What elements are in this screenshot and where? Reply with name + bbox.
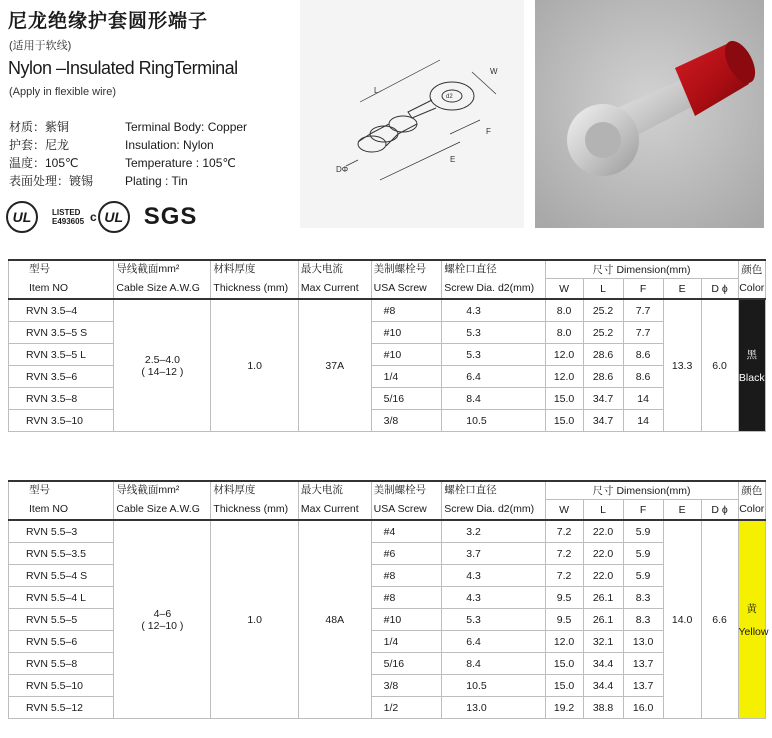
col-item-en: Item NO — [9, 279, 114, 300]
cable-mm2: 4–6 — [153, 607, 172, 620]
cell-f: 14 — [623, 410, 663, 432]
cell-screw: #10 — [371, 322, 442, 344]
col-color-cn: 颜色 — [738, 260, 766, 279]
cell-dia: 6.4 — [442, 631, 545, 653]
color-en: Black — [738, 372, 765, 384]
cell-item: RVN 5.5–12 — [9, 697, 114, 719]
cell-dia: 4.3 — [442, 565, 545, 587]
cell-screw: 1/2 — [371, 697, 442, 719]
cell-l: 32.1 — [583, 631, 623, 653]
cell-d: 6.0 — [701, 299, 738, 432]
cable-awg: ( 14–12 ) — [141, 365, 184, 378]
cell-w: 8.0 — [545, 322, 583, 344]
cell-l: 34.4 — [583, 675, 623, 697]
spec-temperature — [9, 154, 325, 172]
cell-cable-size — [114, 299, 211, 432]
col-dimension: 尺寸 Dimension(mm) — [545, 260, 738, 279]
spec-label-en: Temperature : 105℃ — [125, 156, 236, 170]
ring-terminal-drawing-icon — [300, 0, 524, 228]
ul-logo-icon: UL — [6, 201, 38, 233]
spec-label-en: Insulation: Nylon — [125, 138, 214, 152]
spec-table-rvn55 — [8, 480, 769, 719]
file-number: E493605 — [52, 217, 85, 226]
spec-plating — [9, 172, 325, 190]
cell-dia: 4.3 — [442, 587, 545, 609]
cul-circle: UL — [98, 201, 130, 233]
page-subtitle-cn: (适用于软线) — [9, 40, 72, 52]
col-thickness-cn: 材料厚度 — [211, 481, 299, 500]
cell-w: 15.0 — [545, 388, 583, 410]
cell-f: 7.7 — [623, 322, 663, 344]
cell-screw: #8 — [371, 299, 442, 322]
cell-screw: 1/4 — [371, 366, 442, 388]
cell-l: 26.1 — [583, 609, 623, 631]
cell-e: 13.3 — [663, 299, 701, 432]
dim-label-w: W — [490, 67, 498, 76]
cell-w: 15.0 — [545, 410, 583, 432]
cell-f: 8.6 — [623, 344, 663, 366]
col-f: F — [623, 500, 663, 521]
col-current-en: Max Current — [298, 279, 371, 300]
col-dia-cn: 螺栓口直径 — [442, 481, 545, 500]
cell-f: 13.0 — [623, 631, 663, 653]
col-cable-cn: 导线截面mm² — [114, 481, 211, 500]
col-w: W — [545, 500, 583, 521]
cul-c-letter: c — [90, 210, 97, 224]
col-color-en: Color — [738, 500, 766, 521]
cell-l: 22.0 — [583, 543, 623, 565]
cell-item: RVN 3.5–6 — [9, 366, 114, 388]
col-screw-cn: 美制螺栓号 — [371, 260, 442, 279]
col-color-en: Color — [738, 279, 766, 300]
spec-label-en: Plating : Tin — [125, 174, 188, 188]
col-d: D ϕ — [701, 279, 738, 300]
cell-l: 34.7 — [583, 410, 623, 432]
cell-f: 5.9 — [623, 543, 663, 565]
col-screw-cn: 美制螺栓号 — [371, 481, 442, 500]
table-row — [9, 520, 766, 543]
col-l: L — [583, 500, 623, 521]
col-screw-en: USA Screw — [371, 500, 442, 521]
cell-dia: 5.3 — [442, 609, 545, 631]
spec-label-cn: 温度：105℃ — [9, 156, 79, 170]
cell-l: 25.2 — [583, 322, 623, 344]
col-cable-cn: 导线截面mm² — [114, 260, 211, 279]
col-f: F — [623, 279, 663, 300]
cell-dia: 5.3 — [442, 322, 545, 344]
col-dia-en: Screw Dia. d2(mm) — [442, 279, 545, 300]
cell-dia: 10.5 — [442, 675, 545, 697]
cell-f: 7.7 — [623, 299, 663, 322]
col-dia-en: Screw Dia. d2(mm) — [442, 500, 545, 521]
cul-logo-icon — [90, 201, 130, 233]
page-title-cn: 尼龙绝缘护套圆形端子 — [8, 11, 209, 32]
cell-f: 5.9 — [623, 565, 663, 587]
dim-label-d2: d2 — [446, 94, 453, 100]
cell-dia: 13.0 — [442, 697, 545, 719]
cell-l: 28.6 — [583, 344, 623, 366]
col-item-cn: 型号 — [9, 260, 114, 279]
cell-w: 9.5 — [545, 609, 583, 631]
cell-color-black — [738, 299, 766, 432]
col-thickness-en: Thickness (mm) — [211, 500, 299, 521]
cell-item: RVN 5.5–3 — [9, 520, 114, 543]
cell-d: 6.6 — [701, 520, 738, 719]
page-title-en: Nylon –Insulated RingTerminal — [8, 58, 238, 78]
cell-dia: 8.4 — [442, 653, 545, 675]
spec-material — [9, 118, 325, 136]
cell-item: RVN 3.5–5 L — [9, 344, 114, 366]
col-thickness-en: Thickness (mm) — [211, 279, 299, 300]
cell-dia: 8.4 — [442, 388, 545, 410]
cell-screw: 1/4 — [371, 631, 442, 653]
spec-label-cn: 材质：紫铜 — [9, 120, 70, 134]
cell-screw: #6 — [371, 543, 442, 565]
cell-screw: #4 — [371, 520, 442, 543]
col-l: L — [583, 279, 623, 300]
spec-label-en: Terminal Body: Copper — [125, 120, 248, 134]
cell-current: 37A — [298, 299, 371, 432]
cell-f: 14 — [623, 388, 663, 410]
cell-item: RVN 5.5–8 — [9, 653, 114, 675]
cell-l: 34.4 — [583, 653, 623, 675]
spec-list — [9, 118, 325, 190]
cell-current: 48A — [298, 520, 371, 719]
col-e: E — [663, 279, 701, 300]
cell-w: 9.5 — [545, 587, 583, 609]
cell-f: 8.3 — [623, 587, 663, 609]
col-current-en: Max Current — [298, 500, 371, 521]
cell-item: RVN 5.5–3.5 — [9, 543, 114, 565]
cell-f: 5.9 — [623, 520, 663, 543]
color-cn: 黑 — [746, 349, 757, 361]
col-dimension: 尺寸 Dimension(mm) — [545, 481, 738, 500]
cell-w: 7.2 — [545, 520, 583, 543]
cable-mm2: 2.5–4.0 — [144, 353, 180, 366]
col-cable-en: Cable Size A.W.G — [114, 500, 211, 521]
dim-label-e: E — [450, 155, 456, 164]
cell-e: 14.0 — [663, 520, 701, 719]
cell-thickness: 1.0 — [211, 299, 299, 432]
col-current-cn: 最大电流 — [298, 260, 371, 279]
product-photo — [535, 0, 764, 228]
cell-item: RVN 3.5–8 — [9, 388, 114, 410]
cell-l: 38.8 — [583, 697, 623, 719]
cell-item: RVN 5.5–10 — [9, 675, 114, 697]
cell-l: 22.0 — [583, 520, 623, 543]
spec-label-cn: 表面处理：镀锡 — [9, 174, 94, 188]
cell-f: 13.7 — [623, 675, 663, 697]
cell-w: 7.2 — [545, 543, 583, 565]
cell-w: 15.0 — [545, 653, 583, 675]
cell-dia: 3.2 — [442, 520, 545, 543]
cell-screw: 3/8 — [371, 675, 442, 697]
sgs-logo-icon: SGS — [143, 203, 198, 230]
cell-screw: 3/8 — [371, 410, 442, 432]
cell-item: RVN 3.5–4 — [9, 299, 114, 322]
col-item-en: Item NO — [9, 500, 114, 521]
cell-thickness: 1.0 — [211, 520, 299, 719]
ul-listing — [52, 208, 84, 226]
cell-w: 12.0 — [545, 631, 583, 653]
cell-item: RVN 3.5–10 — [9, 410, 114, 432]
dim-label-d: DΦ — [336, 165, 349, 174]
cell-dia: 5.3 — [442, 344, 545, 366]
cell-f: 8.3 — [623, 609, 663, 631]
cell-dia: 10.5 — [442, 410, 545, 432]
col-current-cn: 最大电流 — [298, 481, 371, 500]
col-thickness-cn: 材料厚度 — [211, 260, 299, 279]
table-row — [9, 299, 766, 322]
cell-w: 19.2 — [545, 697, 583, 719]
cable-awg: ( 12–10 ) — [141, 619, 184, 632]
spec-table-rvn35 — [8, 259, 766, 432]
col-screw-en: USA Screw — [371, 279, 442, 300]
cell-screw: #8 — [371, 565, 442, 587]
cell-l: 28.6 — [583, 366, 623, 388]
col-e: E — [663, 500, 701, 521]
cell-f: 16.0 — [623, 697, 663, 719]
color-cn: 黄 — [746, 603, 757, 615]
cell-item: RVN 5.5–6 — [9, 631, 114, 653]
col-d: D ϕ — [701, 500, 738, 521]
spec-label-cn: 护套：尼龙 — [9, 138, 70, 152]
cell-l: 26.1 — [583, 587, 623, 609]
cell-dia: 6.4 — [442, 366, 545, 388]
cell-screw: #8 — [371, 587, 442, 609]
cell-screw: #10 — [371, 344, 442, 366]
color-en: Yellow — [738, 626, 769, 638]
cell-item: RVN 3.5–5 S — [9, 322, 114, 344]
certification-logos — [6, 199, 197, 235]
cell-color-yellow — [738, 520, 769, 719]
cell-dia: 3.7 — [442, 543, 545, 565]
cell-item: RVN 5.5–4 L — [9, 587, 114, 609]
ring-terminal-photo-icon — [535, 0, 764, 228]
spec-insulation — [9, 136, 325, 154]
cell-w: 12.0 — [545, 344, 583, 366]
col-cable-en: Cable Size A.W.G — [114, 279, 211, 300]
cell-w: 12.0 — [545, 366, 583, 388]
listed-label: LISTED — [52, 208, 81, 217]
cell-w: 8.0 — [545, 299, 583, 322]
technical-drawing — [300, 0, 524, 228]
col-item-cn: 型号 — [9, 481, 114, 500]
cell-f: 8.6 — [623, 366, 663, 388]
cell-l: 34.7 — [583, 388, 623, 410]
cell-w: 15.0 — [545, 675, 583, 697]
col-color-cn: 颜色 — [738, 481, 766, 500]
cell-cable-size — [114, 520, 211, 719]
cell-dia: 4.3 — [442, 299, 545, 322]
cell-f: 13.7 — [623, 653, 663, 675]
cell-screw: 5/16 — [371, 388, 442, 410]
cell-l: 22.0 — [583, 565, 623, 587]
cell-item: RVN 5.5–5 — [9, 609, 114, 631]
dim-label-f: F — [486, 127, 491, 136]
col-dia-cn: 螺栓口直径 — [442, 260, 545, 279]
page-subtitle-en: (Apply in flexible wire) — [9, 86, 116, 98]
cell-screw: 5/16 — [371, 653, 442, 675]
cell-w: 7.2 — [545, 565, 583, 587]
dim-label-l: L — [374, 86, 379, 95]
cell-l: 25.2 — [583, 299, 623, 322]
cell-screw: #10 — [371, 609, 442, 631]
col-w: W — [545, 279, 583, 300]
cell-item: RVN 5.5–4 S — [9, 565, 114, 587]
